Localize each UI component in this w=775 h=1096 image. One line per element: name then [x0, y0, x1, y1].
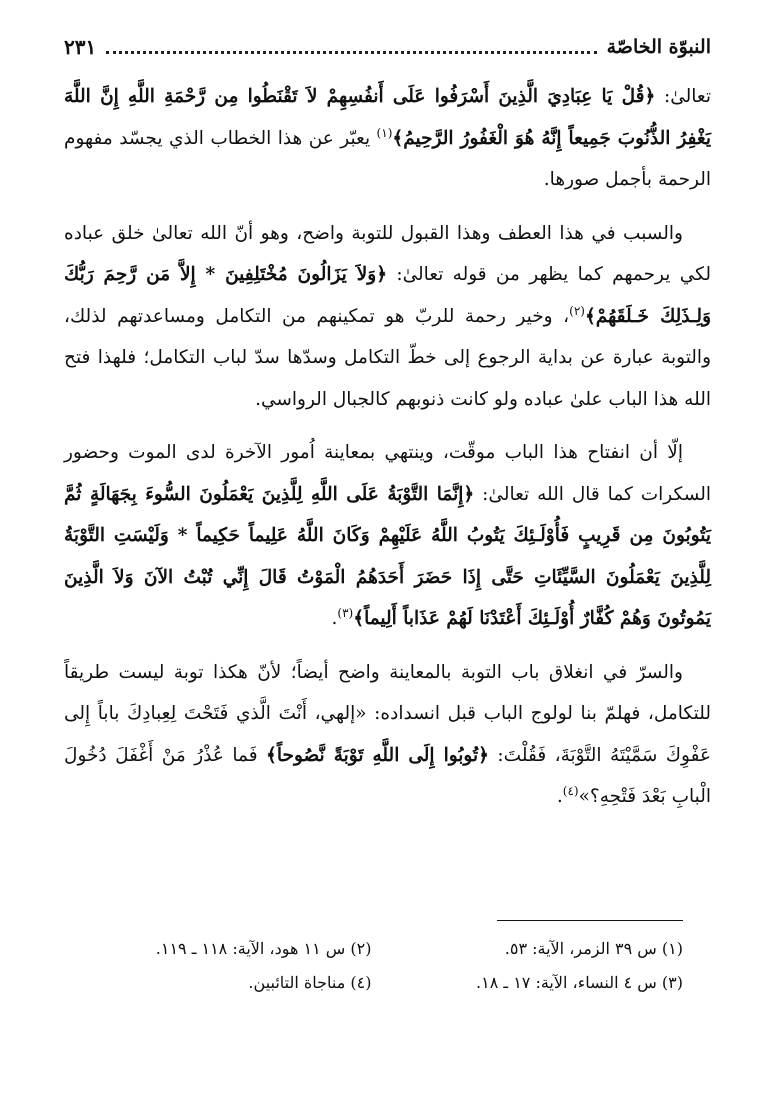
footnote-4: (٤) مناجاة التائبين.	[248, 973, 372, 992]
text-run: إلّا أن انفتاح هذا الباب موقّت، وينتهي بمعاينة اُمور الآخرة لدى الموت وحضور السكرات كما قال الله تعالىٰ:	[64, 442, 711, 505]
text-run: والسرّ في انغلاق باب التوبة بالمعاينة واضح أيضاً؛ لأنّ هكذا توبة ليست طريقاً للتكامل، فهلمّ بنا لولوج الباب قبل انسداده: «إلهي، أَنْتَ الَّذي فَتَحْتَ لِعِبادِكَ باباً إِلى عَفْوِكَ سَمَّيْتَهُ التَّوْبَةَ، فَقُلْتَ:	[64, 661, 711, 766]
text-run: ، وخير رحمة للربّ هو تمكينهم من التكامل ومساعدتهم لذلك، والتوبة عبارة عن بداية الرجوع إلى خطّ التكامل وسدّها سدّ لباب التكامل؛ فلهذا فتح الله هذا الباب علىٰ عباده ولو كانت ذنوبهم كالجبال الرواسي.	[64, 305, 711, 410]
quran-verse: ﴿قُلْ يَا عِبَادِيَ الَّذِينَ أَسْرَفُوا عَلَى أَنفُسِهِمْ لاَ تَقْنَطُوا مِن رَّحْمَةِ اللَّهِ إِنَّ اللَّهَ يَغْفِرُ الذُّنُوبَ جَمِيعاً إِنَّهُ هُوَ الْغَفُورُ الرَّحِيمُ﴾	[64, 86, 711, 149]
text-run: تعالىٰ:	[655, 86, 711, 107]
footnote-separator	[497, 920, 683, 921]
footnote-ref: (٣)	[337, 605, 354, 620]
quran-verse: ﴿وَلاَ يَزَالُونَ مُخْتَلِفِينَ * إِلاَّ مَن رَّحِمَ رَبُّكَ وَلِـذَلِكَ خَـلَقَهُمْ﴾	[64, 264, 711, 327]
body-text	[64, 76, 711, 818]
paragraph-3	[64, 432, 711, 640]
text-run: .	[556, 786, 563, 807]
quran-verse: ﴿تُوبُوا إِلَى اللَّهِ تَوْبَةً نَّصُوحاً﴾	[266, 744, 489, 766]
footnote-ref: (١)	[376, 125, 393, 140]
text-run: فَما عُذْرُ مَنْ أَغْفَلَ دُخُولَ الْبابِ بَعْدَ فَتْحِهِ؟»	[64, 744, 711, 807]
paragraph-4	[64, 652, 711, 818]
running-title: النبوّة الخاصّة	[606, 36, 711, 58]
footnote-ref: (٢)	[569, 303, 585, 318]
footnote-3: (٣) س ٤ النساء، الآية: ١٧ ـ ١٨.	[476, 973, 683, 992]
footnote-1: (١) س ٣٩ الزمر، الآية: ٥٣.	[504, 939, 683, 958]
text-run: .	[331, 608, 338, 629]
footnotes	[100, 936, 683, 996]
quran-verse: ﴿إِنَّمَا التَّوْبَةُ عَلَى اللَّهِ لِلَّذِينَ يَعْمَلُونَ السُّوءَ بِجَهَالَةٍ ثُمَّ يَتُوبُونَ مِن قَرِيبٍ فَأُوْلَـئِكَ يَتُوبُ اللَّهُ عَلَيْهِمْ وَكَانَ اللَّهُ عَلِيماً حَكِيماً * وَلَيْسَتِ التَّوْبَةُ لِلَّذِينَ يَعْمَلُونَ السَّيِّئَاتِ حَتَّى إِذَا حَضَرَ أَحَدَهُمُ الْمَوْتُ قَالَ إِنِّي تُبْتُ الآنَ وَلاَ الَّذِينَ يَمُوتُونَ وَهُمْ كُفَّارٌ أُوْلَـئِكَ أَعْتَدْنَا لَهُمْ عَذَاباً أَلِيماً﴾	[64, 483, 711, 629]
page-number: ٢٣١	[64, 35, 97, 59]
footnote-ref: (٤)	[562, 783, 579, 798]
footnote-2: (٢) س ١١ هود، الآية: ١١٨ ـ ١١٩.	[155, 939, 372, 958]
paragraph-2	[64, 213, 711, 421]
text-run: يعبّر عن هذا الخطاب الذي يجسّد مفهوم الرحمة بأجمل صورها.	[64, 127, 711, 190]
page-header	[64, 30, 711, 65]
text-run: والسبب في هذا العطف وهذا القبول للتوبة واضح، وهو أنّ الله تعالىٰ خلق عباده لكي يرحمهم كما يظهر من قوله تعالىٰ:	[64, 222, 711, 285]
dotted-leader	[106, 51, 596, 54]
paragraph-1	[64, 76, 711, 201]
